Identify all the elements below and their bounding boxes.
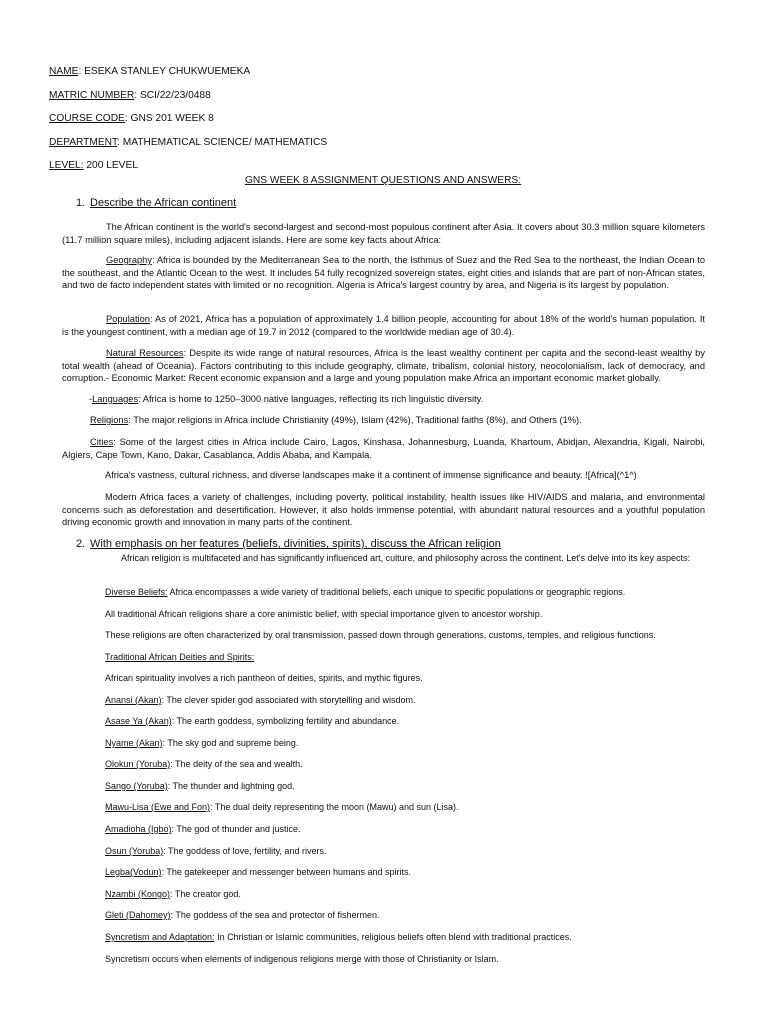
q2-syncretism-definition: Syncretism occurs when elements of indigenous religions merge with those of Christianity or Islam. bbox=[105, 954, 499, 964]
deity-desc: : The thunder and lightning god. bbox=[167, 781, 295, 791]
deity-name: Asase Ya (Akan) bbox=[105, 716, 172, 726]
q1-cities-paragraph bbox=[62, 436, 705, 461]
syncretism-text: In Christian or Islamic communities, religious beliefs often blend with traditional practices. bbox=[214, 932, 572, 942]
resources-label: Natural Resources bbox=[106, 348, 184, 358]
matric-label: MATRIC NUMBER bbox=[49, 90, 135, 101]
deity-desc: : The goddess of the sea and protector of fishermen. bbox=[170, 910, 380, 920]
deity-name: Anansi (Akan) bbox=[105, 695, 162, 705]
deity-item bbox=[105, 866, 411, 878]
languages-text: : Africa is home to 1250–3000 native languages, reflecting its rich linguistic diversity. bbox=[138, 394, 484, 404]
course-line bbox=[49, 113, 214, 125]
course-value: : GNS 201 WEEK 8 bbox=[124, 113, 214, 124]
deity-name: Osun (Yoruba) bbox=[105, 846, 164, 856]
deity-item bbox=[105, 909, 380, 921]
q1-modern-paragraph: Modern Africa faces a variety of challenges, including poverty, political instability, health issues like HIV/AIDS and malaria, and environmental concerns such as deforestation and desertification. However, it also holds immense potential, with abundant natural resources and a youthful population driving economic growth and innovation in many parts of the continent. bbox=[62, 492, 705, 528]
deity-item bbox=[105, 758, 303, 770]
geography-text: : Africa is bounded by the Mediterranean Sea to the north, the Isthmus of Suez and the Red Sea to the northeast, the Indian Ocean to the southeast, and the Atlantic Ocean to the west. It includes 54 fully recognized sovereign states, eight cities and islands that are part of non-African states, and two de facto independent states with limited or no recognition. Algeria is Africa's largest country by area, and Nigeria is its largest by population. bbox=[62, 255, 705, 291]
deity-desc: : The gatekeeper and messenger between humans and spirits. bbox=[161, 867, 412, 877]
q2-pantheon-line: African spirituality involves a rich pantheon of deities, spirits, and mythic figures. bbox=[105, 673, 423, 683]
deity-name: Nyame (Akan) bbox=[105, 738, 163, 748]
religions-text: : The major religions in Africa include Christianity (49%), Islam (42%), Traditional faiths (8%), and Others (1%). bbox=[128, 415, 582, 425]
deity-desc: : The god of thunder and justice. bbox=[171, 824, 301, 834]
diverse-beliefs-text: Africa encompasses a wide variety of traditional beliefs, each unique to specific populations or geographic regions. bbox=[167, 587, 626, 597]
department-line bbox=[49, 137, 327, 149]
deity-desc: : The dual deity representing the moon (Mawu) and sun (Lisa). bbox=[210, 802, 459, 812]
deity-item bbox=[105, 801, 459, 813]
deity-item bbox=[105, 888, 241, 900]
q1-vastness-line: Africa's vastness, cultural richness, and diverse landscapes make it a continent of immense significance and beauty. ![Africa](^1^) bbox=[105, 470, 637, 480]
population-label: Population bbox=[106, 314, 150, 324]
deity-name: Nzambi (Kongo) bbox=[105, 889, 171, 899]
deity-name: Sango (Yoruba) bbox=[105, 781, 168, 791]
q2-diverse-beliefs-line bbox=[105, 586, 625, 598]
religions-label: Religions bbox=[90, 415, 129, 425]
matric-value: : SCI/22/23/0488 bbox=[134, 90, 211, 101]
deity-desc: : The sky god and supreme being. bbox=[162, 738, 299, 748]
diverse-beliefs-label: Diverse Beliefs: bbox=[105, 587, 168, 597]
deity-name: Amadioha (Igbo) bbox=[105, 824, 172, 834]
deity-item bbox=[105, 780, 295, 792]
level-label: LEVEL: bbox=[49, 160, 84, 171]
matric-line bbox=[49, 90, 211, 102]
q2-oral-line: These religions are often characterized by oral transmission, passed down through generations, customs, temples, and religious functions. bbox=[105, 630, 656, 640]
resources-text: : Despite its wide range of natural resources, Africa is the least wealthy continent per capita and the second-least wealthy by total wealth (ahead of Oceania). Factors contributing to this include geography, climate, tribalism, colonial history, neocolonialism, lack of democracy, and corruption.- Economic Market: Recent economic expansion and a large and young population make Africa an important economic market globally. bbox=[62, 348, 705, 384]
q2-deities-heading: Traditional African Deities and Spirits: bbox=[105, 652, 255, 662]
q2-intro-paragraph: African religion is multifaceted and has significantly influenced art, culture, and philosophy across the continent. Let's delve into its key aspects: bbox=[121, 553, 691, 563]
deity-desc: : The deity of the sea and wealth. bbox=[170, 759, 303, 769]
q1-geography-paragraph bbox=[62, 254, 705, 292]
languages-label: Languages bbox=[92, 394, 139, 404]
department-value: : MATHEMATICAL SCIENCE/ MATHEMATICS bbox=[117, 137, 328, 148]
q1-languages-line bbox=[89, 393, 483, 405]
population-text: : As of 2021, Africa has a population of approximately 1.4 billion people, accounting for about 18% of the world's human population. It is the youngest continent, with a median age of 19.7 in 2012 (compared to the worldwide median age of 30.4). bbox=[62, 314, 705, 337]
level-value: 200 LEVEL bbox=[83, 160, 138, 171]
deity-desc: : The earth goddess, symbolizing fertility and abundance. bbox=[171, 716, 400, 726]
department-label: DEPARTMENT bbox=[49, 137, 118, 148]
deity-desc: : The creator god. bbox=[170, 889, 241, 899]
deity-name: Gleti (Dahomey) bbox=[105, 910, 171, 920]
deity-item bbox=[105, 694, 416, 706]
deity-item bbox=[105, 715, 399, 727]
deity-item bbox=[105, 823, 300, 835]
assignment-title: GNS WEEK 8 ASSIGNMENT QUESTIONS AND ANSWERS: bbox=[245, 175, 522, 186]
deity-name: Olokun (Yoruba) bbox=[105, 759, 171, 769]
question-2-heading bbox=[76, 538, 501, 550]
languages-prefix: - bbox=[89, 394, 93, 404]
q1-religions-line bbox=[90, 414, 582, 426]
question-1-number: 1. bbox=[76, 197, 86, 209]
deity-name: Mawu-Lisa (Ewe and Fon) bbox=[105, 802, 211, 812]
geography-label: Geography bbox=[106, 255, 152, 265]
q2-syncretism-line bbox=[105, 931, 572, 943]
question-2-title: With emphasis on her features (beliefs, divinities, spirits), discuss the African religion bbox=[90, 538, 501, 550]
question-2-number: 2. bbox=[76, 538, 86, 550]
deity-item bbox=[105, 737, 298, 749]
name-label: NAME bbox=[49, 66, 79, 77]
syncretism-label: Syncretism and Adaptation: bbox=[105, 932, 215, 942]
deity-name: Legba(Vodun) bbox=[105, 867, 162, 877]
q1-population-paragraph bbox=[62, 313, 705, 338]
question-1-heading bbox=[76, 197, 236, 209]
level-line bbox=[49, 160, 138, 172]
cities-text: : Some of the largest cities in Africa include Cairo, Lagos, Kinshasa, Johannesburg, Luanda, Khartoum, Abidjan, Alexandria, Kigali, Nairobi, Algiers, Cape Town, Kano, Dakar, Casablanca, Addis Ababa, and Kampala. bbox=[62, 437, 705, 460]
name-line bbox=[49, 66, 250, 78]
question-1-title: Describe the African continent bbox=[90, 197, 237, 209]
deity-item bbox=[105, 845, 326, 857]
deity-desc: : The clever spider god associated with storytelling and wisdom. bbox=[161, 695, 416, 705]
cities-label: Cities bbox=[90, 437, 114, 447]
deity-desc: : The goddess of love, fertility, and rivers. bbox=[163, 846, 327, 856]
q1-resources-paragraph bbox=[62, 347, 705, 385]
name-value: : ESEKA STANLEY CHUKWUEMEKA bbox=[78, 66, 251, 77]
q2-animistic-line: All traditional African religions share a core animistic belief, with special importance given to ancestor worship. bbox=[105, 609, 543, 619]
course-label: COURSE CODE bbox=[49, 113, 125, 124]
q1-intro-paragraph: The African continent is the world's second-largest and second-most populous continent after Asia. It covers about 30.3 million square kilometers (11.7 million square miles), including adjacent islands. Here are some key facts about Africa: bbox=[62, 222, 705, 245]
